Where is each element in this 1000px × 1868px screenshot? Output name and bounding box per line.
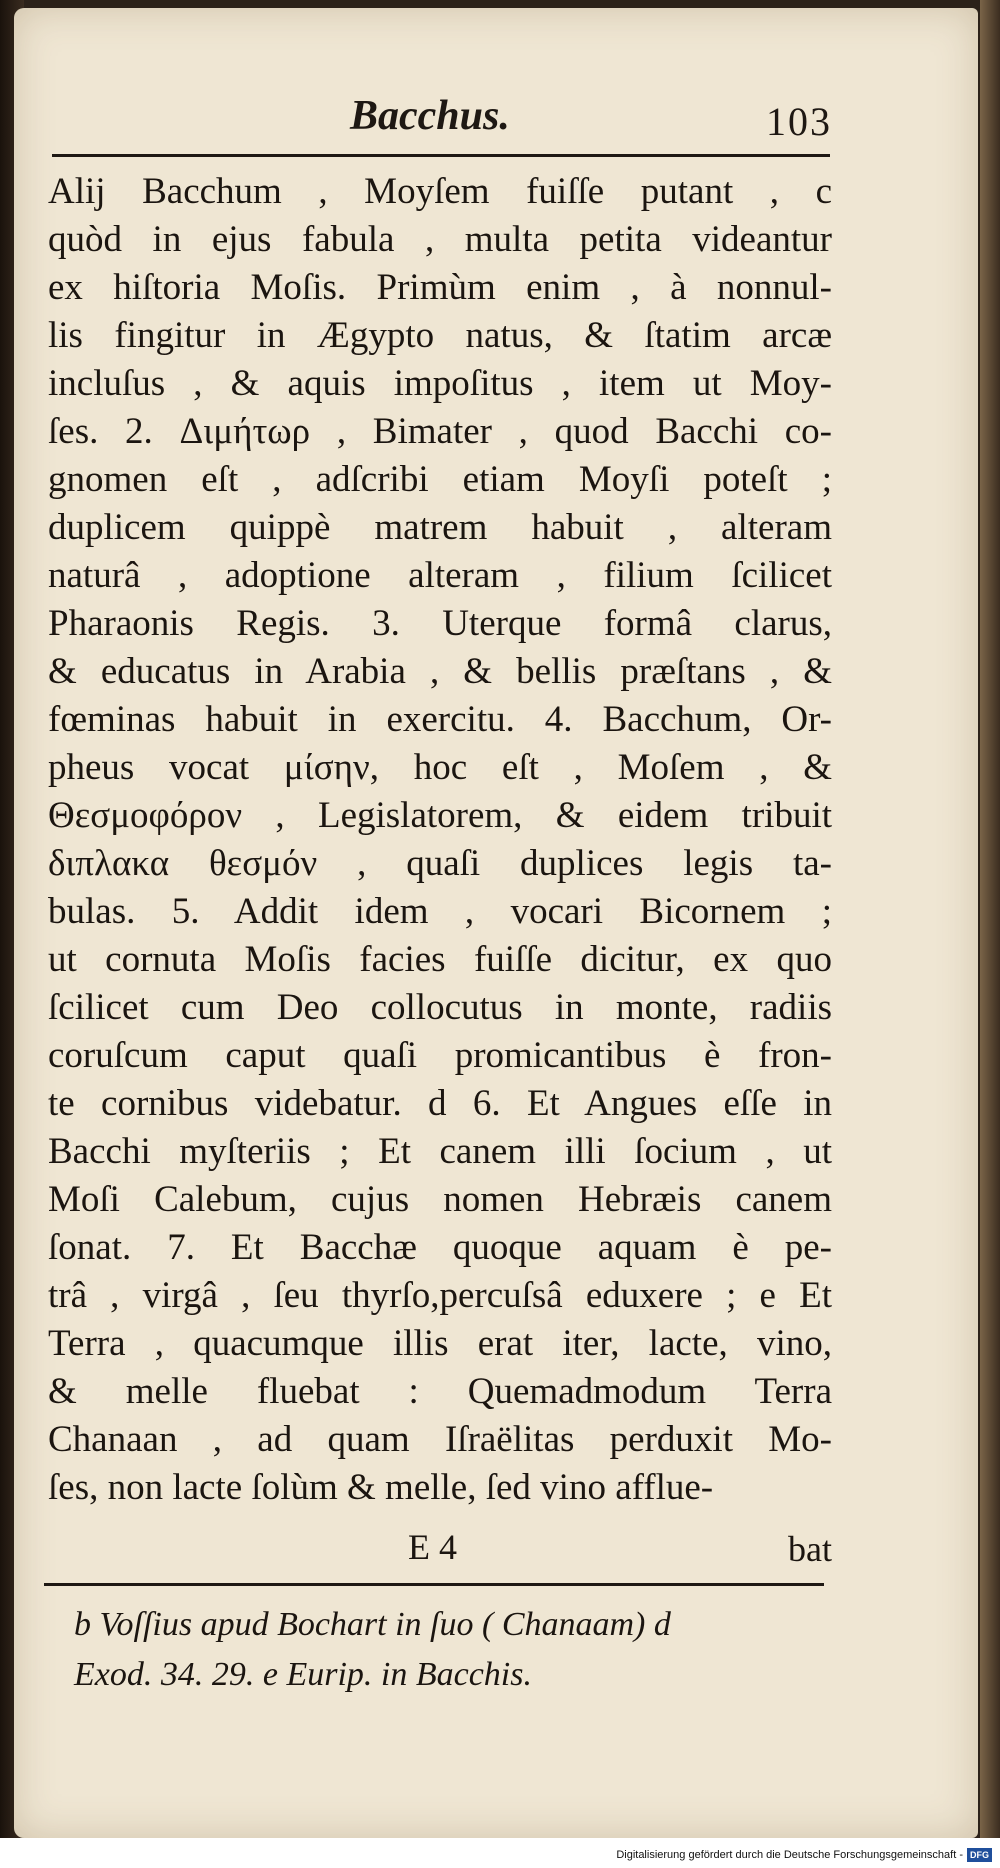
- text-line: ſonat. 7. Et Bacchæ quoque aquam è pe-: [48, 1227, 832, 1268]
- running-head: Bacchus.: [350, 93, 510, 139]
- main-text-block: [48, 168, 832, 1512]
- page-edge: [980, 0, 1000, 1868]
- text-line: Pharaonis Regis. 3. Uterque formâ clarus,: [48, 603, 832, 644]
- header-rule: [52, 154, 830, 157]
- text-line: ſes. 2. Διμήτωρ , Bimater , quod Bacchi co-: [48, 411, 832, 452]
- text-line: & educatus in Arabia , & bellis præſtans , &: [48, 651, 832, 692]
- text-line: trâ , virgâ , ſeu thyrſo,percuſsâ eduxere ; e Et: [48, 1275, 832, 1316]
- footnote-rule: [44, 1583, 824, 1586]
- page-number: 103: [766, 99, 832, 144]
- text-line: Moſi Calebum, cujus nomen Hebræis canem: [48, 1179, 832, 1220]
- text-line: Alij Bacchum , Moyſem fuiſſe putant , c: [48, 171, 832, 212]
- text-line: ex hiſtoria Moſis. Primùm enim , à nonnul-: [48, 267, 832, 308]
- text-line: incluſus , & aquis impoſitus , item ut Moy-: [48, 363, 832, 404]
- credit-band: [0, 1838, 1000, 1868]
- text-line: Chanaan , ad quam Iſraëlitas perduxit Mo-: [48, 1419, 832, 1460]
- text-line: ut cornuta Moſis facies fuiſſe dicitur, ex quo: [48, 939, 832, 980]
- digitization-credit: [616, 1848, 992, 1862]
- text-line: pheus vocat μίσην, hoc eſt , Moſem , &: [48, 747, 832, 788]
- credit-text: Digitalisierung gefördert durch die Deutsche Forschungsgemeinschaft -: [616, 1849, 963, 1861]
- text-line: duplicem quippè matrem habuit , alteram: [48, 507, 832, 548]
- text-line: Terra , quacumque illis erat iter, lacte, vino,: [48, 1323, 832, 1364]
- page-header: [50, 92, 832, 152]
- text-line: lis fingitur in Ægypto natus, & ſtatim arcæ: [48, 315, 832, 356]
- text-line: quòd in ejus fabula , multa petita videantur: [48, 219, 832, 260]
- text-line: fœminas habuit in exercitu. 4. Bacchum, Or-: [48, 699, 832, 740]
- text-line: ſcilicet cum Deo collocutus in monte, radiis: [48, 987, 832, 1028]
- text-line: διπλακα θεσμόν , quaſi duplices legis ta-: [48, 843, 832, 884]
- catchword: bat: [788, 1529, 832, 1569]
- text-line: & melle fluebat : Quemadmodum Terra: [48, 1371, 832, 1412]
- text-line: te cornibus videbatur. d 6. Et Angues eſſe in: [48, 1083, 832, 1124]
- signature-row: [48, 1526, 832, 1574]
- signature-mark: E 4: [408, 1527, 457, 1567]
- footnotes: [74, 1600, 834, 1700]
- dfg-logo-icon: DFG: [967, 1848, 992, 1862]
- text-line: Θεσμοφόρον , Legislatorem, & eidem tribuit: [48, 795, 832, 836]
- text-line: gnomen eſt , adſcribi etiam Moyſi poteſt ;: [48, 459, 832, 500]
- text-line: coruſcum caput quaſi promicantibus è fron-: [48, 1035, 832, 1076]
- text-line: ſes, non lacte ſolùm & melle, ſed vino afflue-: [48, 1467, 714, 1508]
- text-line: bulas. 5. Addit idem , vocari Bicornem ;: [48, 891, 832, 932]
- text-line: naturâ , adoptione alteram , filium ſcilicet: [48, 555, 832, 596]
- text-line: Bacchi myſteriis ; Et canem illi ſocium , ut: [48, 1131, 832, 1172]
- footnote-line: Exod. 34. 29. e Eurip. in Bacchis.: [74, 1656, 532, 1693]
- footnote-line: b Voſſius apud Bochart in ſuo ( Chanaam) d: [74, 1606, 671, 1643]
